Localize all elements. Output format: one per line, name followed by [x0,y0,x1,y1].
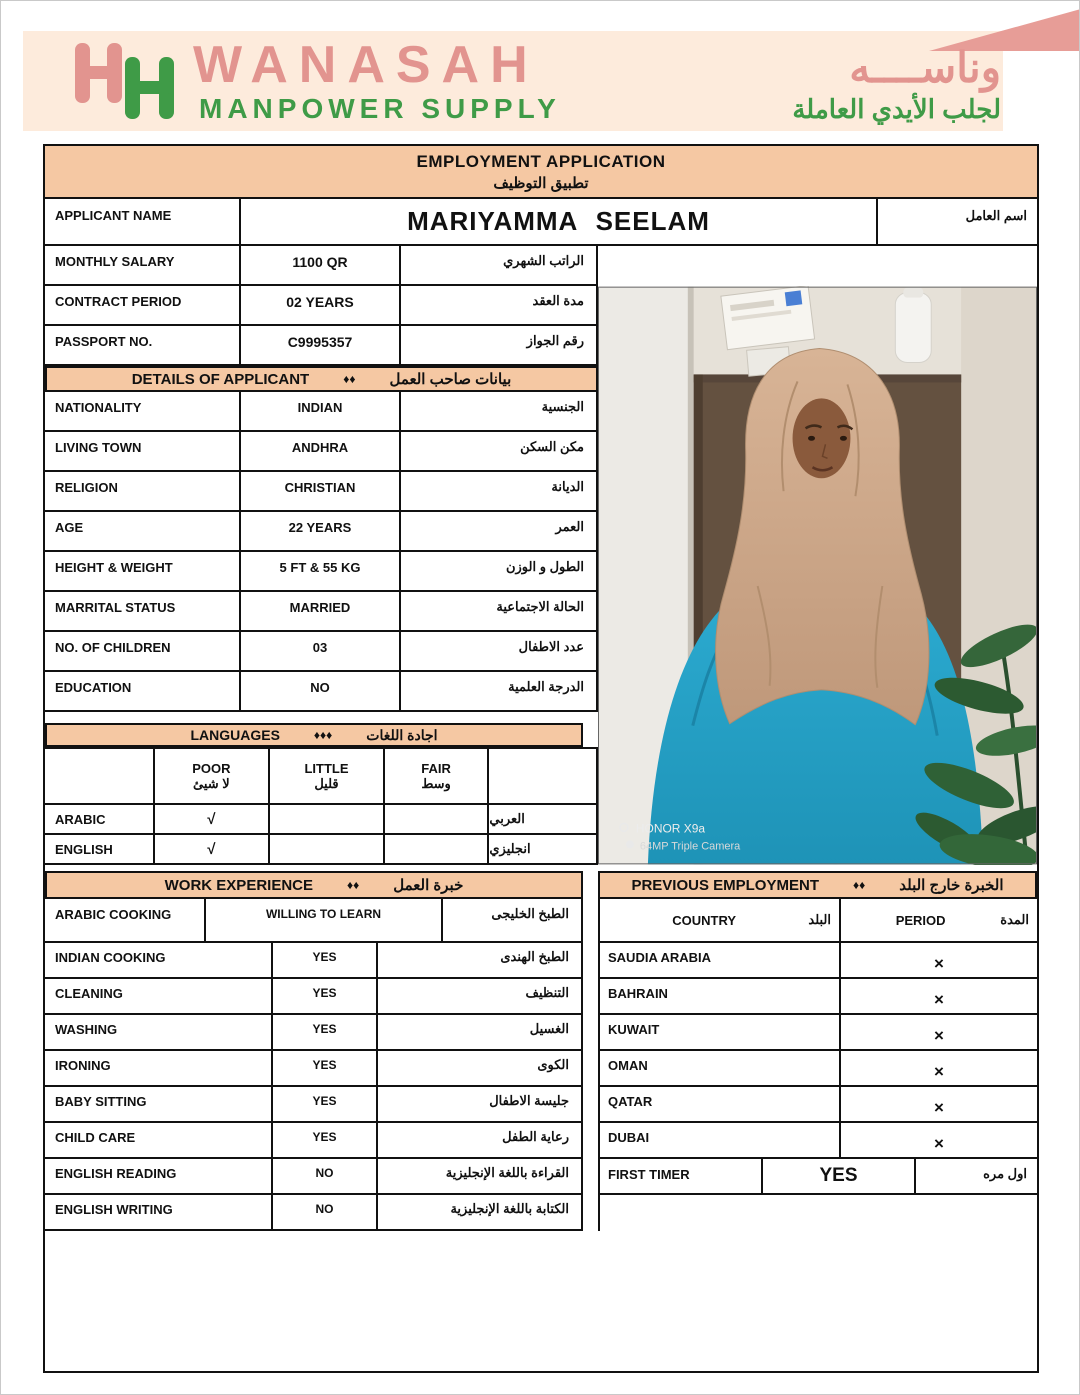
checkmark: √ [155,835,271,863]
brand-subtitle-line [199,93,1001,125]
row-english-reading [45,1159,583,1195]
brand-subtitle-arabic: لجلب الأيدي العاملة [792,94,1001,124]
field-value: YES [273,943,378,977]
field-label-arabic: رقم الجواز [526,333,584,348]
field-value: CHRISTIAN [241,472,401,510]
field-value: ANDHRA [241,432,401,470]
field-value: YES [273,979,378,1013]
field-label-arabic: الراتب الشهري [503,253,584,268]
row-arabic-cooking [45,899,583,943]
form-title-bar [45,146,1037,199]
field-label-arabic: القراءة باللغة الإنجليزية [445,1165,569,1180]
field-label: IRONING [45,1051,273,1085]
previous-employment-table [598,899,1037,1195]
top-info-table [45,246,598,366]
brand-name-arabic: وناســــه [849,44,1001,91]
column-label-arabic: قليل [314,775,339,791]
row-kuwait [600,1015,1037,1051]
country-name: KUWAIT [600,1015,841,1049]
watermark-camera: 64MP Triple Camera [639,840,741,853]
empty-cell [385,805,490,833]
section-title-arabic: خبرة العمل [393,877,464,894]
applicant-name-value: MARIYAMMA SEELAM [241,199,878,244]
field-value: 22 YEARS [241,512,401,550]
section-previous-employment [598,871,1037,899]
row-applicant-name [45,199,1037,246]
field-label-arabic: الكتابة باللغة الإنجليزية [450,1201,569,1216]
form-title: EMPLOYMENT APPLICATION [416,151,666,171]
section-title: WORK EXPERIENCE [164,876,313,894]
field-value: YES [763,1159,916,1193]
field-label-arabic: اسم العامل [965,208,1027,223]
column-fair [385,749,490,803]
cross-mark: × [934,990,944,1009]
field-label: PASSPORT NO. [45,326,241,364]
row-saudia-arabia [600,943,1037,979]
field-value: NO [273,1159,378,1193]
row-no-of-children [45,632,598,672]
field-label: RELIGION [45,472,241,510]
section-title-arabic: اجادة اللغات [366,726,438,743]
field-label-arabic: الدرجة العلمية [508,679,584,694]
row-baby-sitting [45,1087,583,1123]
field-label: ENGLISH WRITING [45,1195,273,1229]
section-title: PREVIOUS EMPLOYMENT [631,876,819,894]
field-label-arabic: اول مره [983,1166,1027,1181]
diamond-icon: ♦♦ [852,878,866,892]
row-indian-cooking [45,943,583,979]
field-label: WASHING [45,1015,273,1049]
field-value: YES [273,1015,378,1049]
field-label: NO. OF CHILDREN [45,632,241,670]
field-label: MARRITAL STATUS [45,592,241,630]
previous-employment-header-row [600,899,1037,943]
field-value: INDIAN [241,392,401,430]
brand-subtitle: MANPOWER SUPPLY [199,93,561,124]
field-label-arabic: التنظيف [525,985,569,1000]
column-label-arabic: وسط [421,775,451,791]
row-english-writing [45,1195,583,1231]
row-age [45,512,598,552]
field-value: MARRIED [241,592,401,630]
field-value: YES [273,1123,378,1157]
language-row-english [45,835,598,865]
field-value: 03 [241,632,401,670]
field-label: ARABIC COOKING [45,899,206,941]
field-label-arabic: مدة العقد [532,293,584,308]
cross-mark: × [934,1134,944,1153]
field-value: NO [273,1195,378,1229]
row-contract-period [45,286,598,326]
field-label-arabic: العمر [555,519,584,534]
field-label: AGE [45,512,241,550]
field-label-arabic: رعاية الطفل [502,1129,569,1144]
column-period [841,899,1037,941]
row-washing [45,1015,583,1051]
column-country [600,899,841,941]
row-first-timer [600,1159,1037,1195]
brand-name: WANASAH [193,36,539,94]
row-education [45,672,598,712]
field-label: HEIGHT & WEIGHT [45,552,241,590]
empty-cell [270,805,385,833]
languages-table [45,747,598,865]
column-label: LITTLE [304,760,349,776]
field-label: NATIONALITY [45,392,241,430]
field-label-arabic: الكوى [537,1057,569,1072]
field-label-arabic: الطول و الوزن [505,559,584,574]
language-row-arabic [45,805,598,835]
field-label-arabic: الغسيل [529,1021,569,1036]
details-table [45,392,598,712]
field-label-arabic: الجنسية [541,399,584,414]
empty-cell [489,749,596,803]
language-label-arabic: انجليزي [489,841,531,856]
row-child-care [45,1123,583,1159]
field-value: WILLING TO LEARN [206,899,443,941]
field-label: BABY SITTING [45,1087,273,1121]
field-label: APPLICANT NAME [45,199,241,244]
column-label-arabic: لا شيئ [193,775,230,791]
certificate-frame [721,286,815,350]
column-divider-line [598,1195,600,1231]
country-name: SAUDIA ARABIA [600,943,841,977]
section-title: LANGUAGES [190,727,280,743]
row-height-weight [45,552,598,592]
row-bahrain [600,979,1037,1015]
section-title-arabic: بيانات صاحب العمل [389,371,512,388]
empty-cell [385,835,490,863]
field-label-arabic: الحالة الاجتماعية [496,599,584,614]
languages-header-row [45,749,598,805]
field-value: C9995357 [241,326,401,364]
company-logo-icon [73,39,188,123]
column-label: FAIR [421,760,451,776]
country-name: DUBAI [600,1123,841,1157]
column-label: PERIOD [895,912,946,928]
empty-cell [45,749,155,803]
row-oman [600,1051,1037,1087]
field-label: FIRST TIMER [600,1159,763,1193]
watermark-model: HONOR X9a [635,821,706,836]
row-ironing [45,1051,583,1087]
row-passport-no [45,326,598,366]
field-label: ENGLISH READING [45,1159,273,1193]
field-value: 5 FT & 55 KG [241,552,401,590]
field-label-arabic: عدد الاطفال [518,639,584,654]
field-value: NO [241,672,401,710]
field-value: 02 YEARS [241,286,401,324]
row-nationality [45,392,598,432]
field-label: CHILD CARE [45,1123,273,1157]
diamond-icon: ♦♦ [343,372,356,386]
field-value: YES [273,1051,378,1085]
language-label-arabic: العربي [489,811,525,826]
row-religion [45,472,598,512]
empty-cell [270,835,385,863]
country-name: OMAN [600,1051,841,1085]
row-marital-status [45,592,598,632]
country-name: BAHRAIN [600,979,841,1013]
application-form [43,144,1039,1373]
field-label: EDUCATION [45,672,241,710]
field-label: INDIAN COOKING [45,943,273,977]
diamond-icon: ♦♦ [347,878,360,892]
field-label-arabic: الديانة [551,479,584,494]
applicant-photo [598,286,1037,865]
column-label-arabic: البلد [808,912,831,927]
language-label: ENGLISH [45,835,155,863]
row-monthly-salary [45,246,598,286]
field-label-arabic: الطبخ الهندى [500,949,569,964]
row-cleaning [45,979,583,1015]
section-details-of-applicant [45,366,598,392]
cross-mark: × [934,1026,944,1045]
row-living-town [45,432,598,472]
section-work-experience [45,871,583,899]
cross-mark: × [934,954,944,973]
diamond-icon: ♦♦♦ [313,728,333,742]
field-label: CONTRACT PERIOD [45,286,241,324]
language-label: ARABIC [45,805,155,833]
field-label-arabic: جليسة الاطفال [489,1093,569,1108]
column-poor [155,749,271,803]
column-little [270,749,385,803]
checkmark: √ [155,805,271,833]
country-name: QATAR [600,1087,841,1121]
brand-line [193,35,1001,95]
field-value: YES [273,1087,378,1121]
section-languages [45,723,583,747]
field-label-arabic: مكن السكن [520,439,584,454]
field-label: CLEANING [45,979,273,1013]
cross-mark: × [934,1098,944,1117]
field-label: LIVING TOWN [45,432,241,470]
column-label-arabic: المدة [1000,912,1029,927]
field-label-arabic: الطبخ الخليجى [491,906,569,921]
work-experience-table [45,899,583,1231]
form-title-arabic: تطبيق التوظيف [493,174,589,192]
section-title: DETAILS OF APPLICANT [131,370,310,388]
field-label: MONTHLY SALARY [45,246,241,284]
row-dubai [600,1123,1037,1159]
field-value: 1100 QR [241,246,401,284]
row-qatar [600,1087,1037,1123]
cross-mark: × [934,1062,944,1081]
section-title-arabic: الخبرة خارج البلد [899,877,1004,894]
column-label: POOR [192,760,231,776]
column-label: COUNTRY [672,912,737,928]
